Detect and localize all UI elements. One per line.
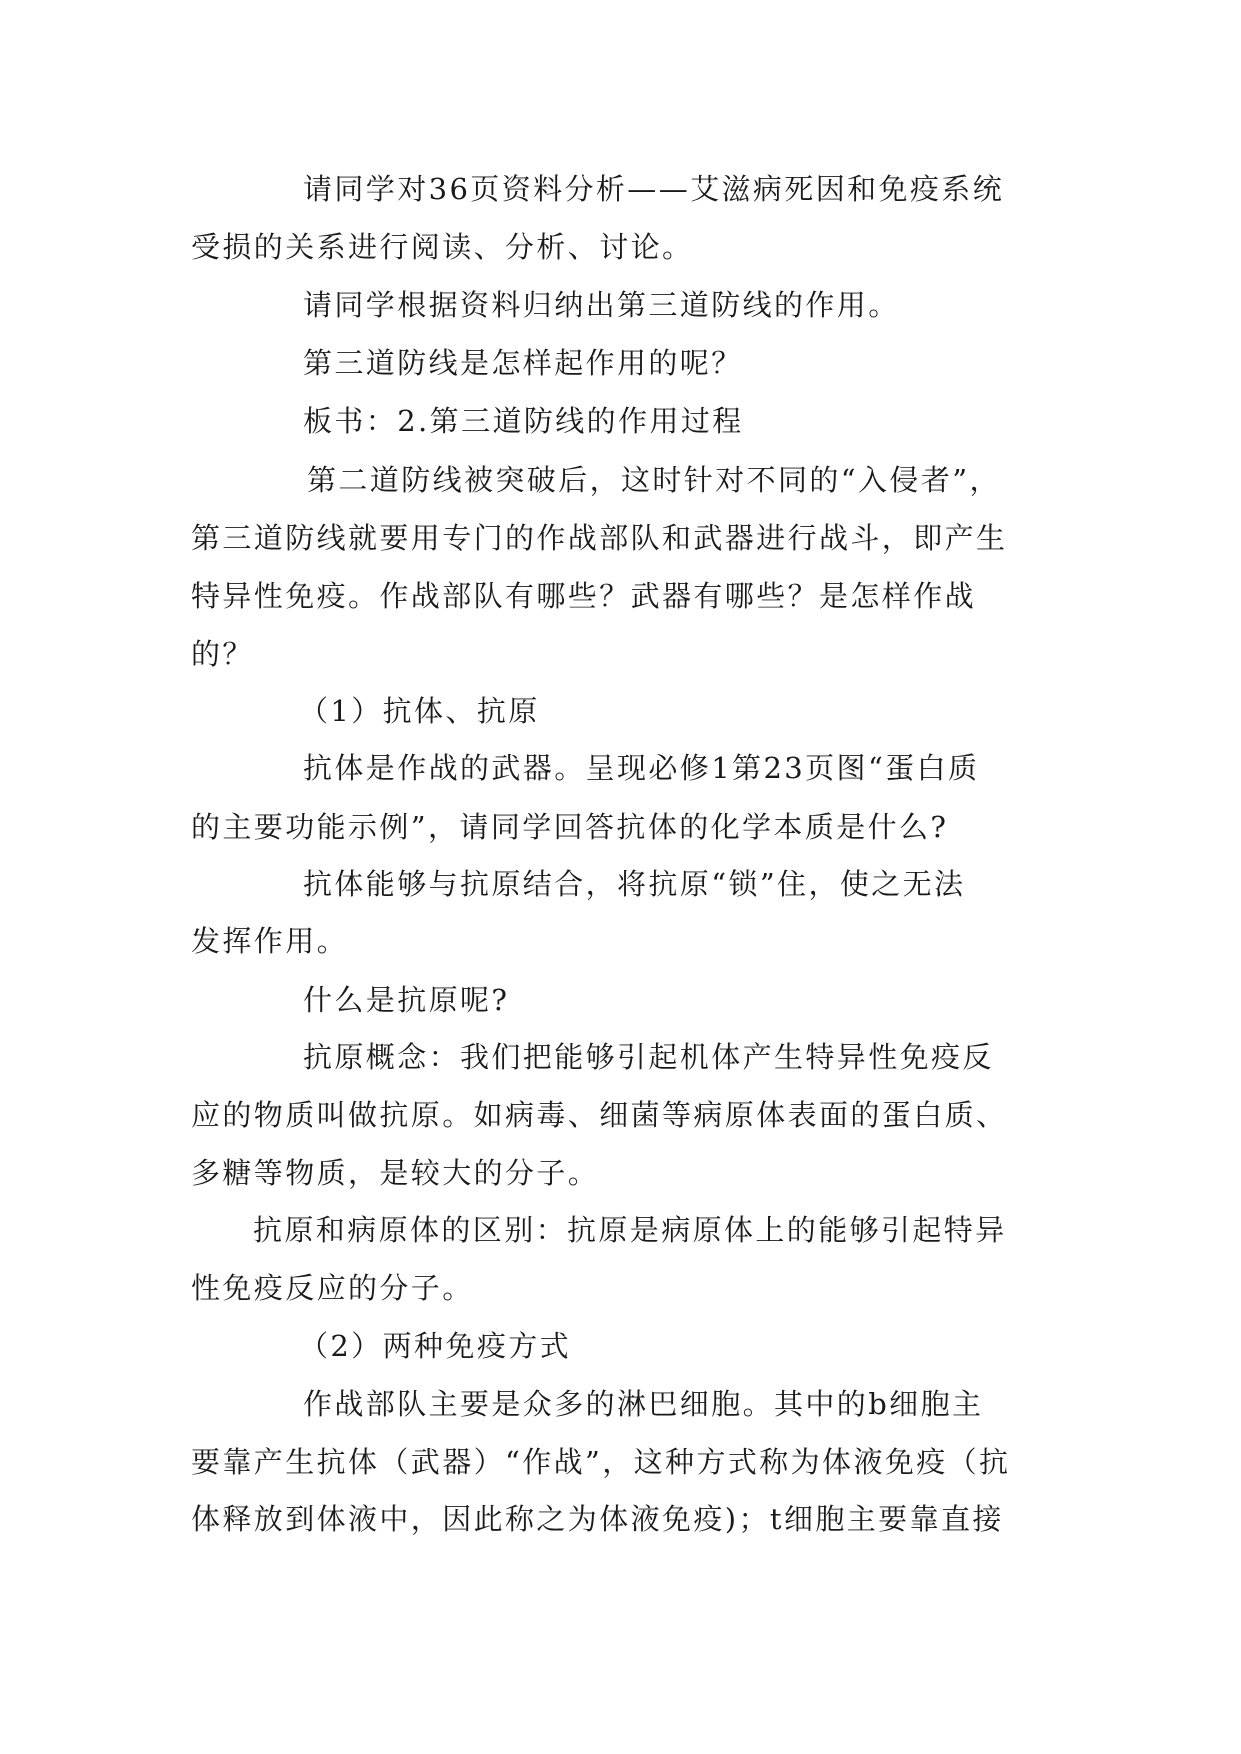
paragraph-line: 发挥作用。 [191, 924, 349, 958]
paragraph-line: 的？ [191, 637, 254, 671]
paragraph-line: 抗原概念：我们把能够引起机体产生特异性免疫反 [303, 1040, 994, 1074]
paragraph-line: 抗体是作战的武器。呈现必修1第23页图“蛋白质 [303, 751, 980, 785]
paragraph-line: 多糖等物质，是较大的分子。 [191, 1156, 600, 1190]
paragraph-line: 请同学根据资料归纳出第三道防线的作用。 [303, 288, 900, 322]
blackboard-heading: 板书：2.第三道防线的作用过程 [303, 404, 744, 438]
paragraph-line: 什么是抗原呢? [303, 983, 510, 1017]
paragraph-line: 抗体能够与抗原结合，将抗原“锁”住，使之无法 [303, 867, 966, 901]
paragraph-line: 请同学对36页资料分析——艾滋病死因和免疫系统 [303, 172, 1005, 206]
paragraph-line: 应的物质叫做抗原。如病毒、细菌等病原体表面的蛋白质、 [191, 1098, 1008, 1132]
paragraph-line: 抗原和病原体的区别：抗原是病原体上的能够引起特异 [253, 1213, 1007, 1247]
paragraph-line: 要靠产生抗体（武器）“作战”，这种方式称为体液免疫（抗 [191, 1445, 1011, 1479]
paragraph-line: 的主要功能示例”，请同学回答抗体的化学本质是什么? [191, 810, 949, 844]
section-heading: （1）抗体、抗原 [299, 694, 540, 728]
paragraph-line: 受损的关系进行阅读、分析、讨论。 [191, 230, 694, 264]
paragraph-line: 特异性免疫。作战部队有哪些？武器有哪些？是怎样作战 [191, 579, 977, 613]
paragraph-line: 体释放到体液中，因此称之为体液免疫)；t细胞主要靠直接 [191, 1502, 1004, 1536]
paragraph-line: 性免疫反应的分子。 [191, 1271, 474, 1305]
paragraph-line: 第三道防线就要用专门的作战部队和武器进行战斗，即产生 [191, 521, 1008, 555]
paragraph-line: 第三道防线是怎样起作用的呢？ [303, 346, 743, 380]
paragraph-line: 作战部队主要是众多的淋巴细胞。其中的b细胞主 [303, 1387, 984, 1421]
paragraph-line: 第二道防线被突破后，这时针对不同的“入侵者”， [307, 463, 1001, 497]
section-heading: （2）两种免疫方式 [299, 1329, 572, 1363]
